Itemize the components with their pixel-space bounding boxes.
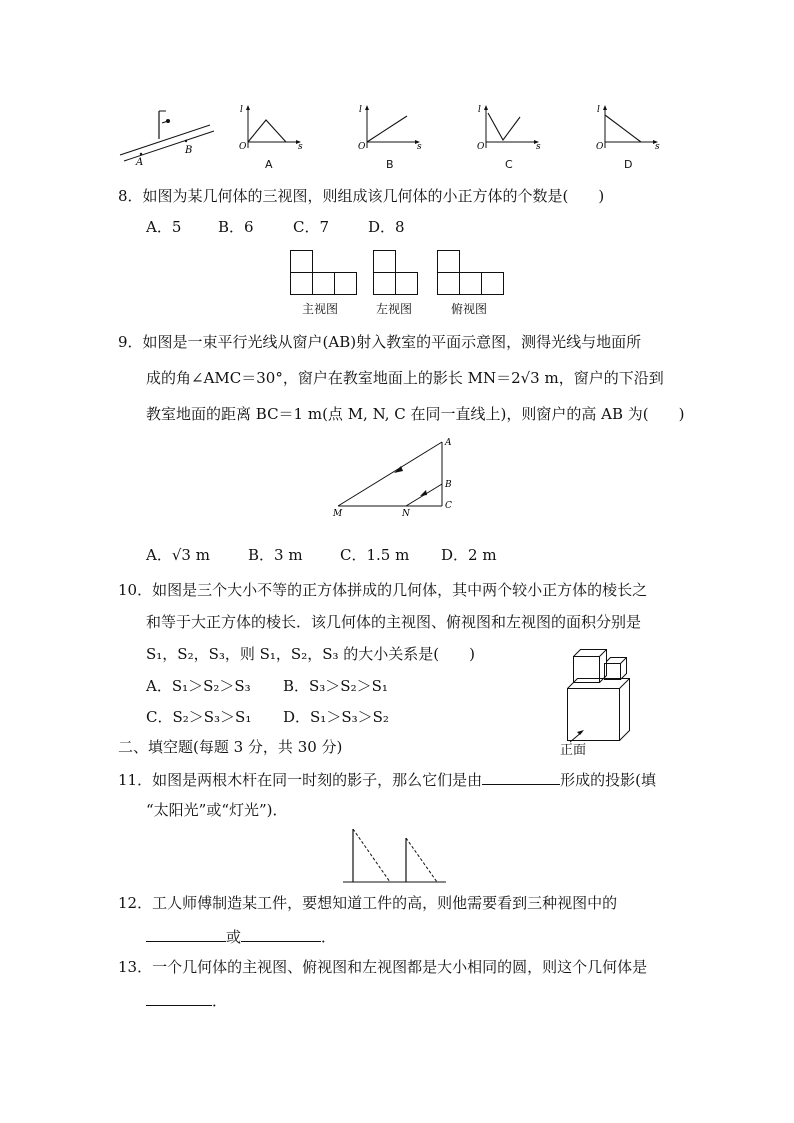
q9-option-a: A．√3 m xyxy=(146,546,210,564)
q12-line1: 12．工人师傅制造某工件，要想知道工件的高，则他需要看到三种视图中的 xyxy=(118,894,618,912)
q12-or: 或 xyxy=(226,928,242,946)
q10-stem-line1: 10．如图是三个大小不等的正方体拼成的几何体，其中两个较小正方体的棱长之 xyxy=(118,581,648,599)
q13-line1: 13．一个几何体的主视图、俯视图和左视图都是大小相同的圆，则这个几何体是 xyxy=(118,958,648,976)
q7-graph-d-o: O xyxy=(596,142,604,152)
q10-cube-figure xyxy=(560,644,640,740)
q8-option-d: D．8 xyxy=(368,218,405,236)
q9-stem-line2: 成的角∠AMC＝30°，窗户在教室地面上的影长 MN＝2√3 m，窗户的下沿到 xyxy=(146,369,664,387)
q8-stem: 8．如图为某几何体的三视图，则组成该几何体的小正方体的个数是( ) xyxy=(118,187,605,205)
q8-front-view xyxy=(290,250,360,298)
q7-graph-c-s: s xyxy=(536,142,541,152)
q10-front-label: 正面 xyxy=(560,743,587,758)
q7-scene-figure xyxy=(118,103,218,168)
q8-label-front: 主视图 xyxy=(302,302,339,316)
q9-fig-label-m: M xyxy=(333,509,343,519)
q7-graph-b-l: l xyxy=(359,105,362,115)
q7-graph-a-o: O xyxy=(239,142,247,152)
q7-label-B: B xyxy=(185,145,193,156)
q13-answer-blank[interactable] xyxy=(146,989,212,1006)
q11-line1-text-b: 形成的投影(填 xyxy=(560,771,656,789)
q9-fig-label-a: A xyxy=(445,438,452,448)
q13-end: ． xyxy=(212,992,228,1010)
q11-shadow-figure xyxy=(340,824,450,884)
q8-option-b: B．6 xyxy=(218,218,254,236)
q11-answer-blank[interactable] xyxy=(482,768,560,785)
q9-stem-line1: 9．如图是一束平行光线从窗户(AB)射入教室的平面示意图，测得光线与地面所 xyxy=(118,333,642,351)
q7-graph-c-l: l xyxy=(478,105,481,115)
q7-option-a: A xyxy=(265,158,273,171)
q10-option-b: B．S₃＞S₂＞S₁ xyxy=(283,677,388,695)
q7-graph-d xyxy=(593,103,663,153)
q12-answer-blank-2[interactable] xyxy=(241,925,321,942)
q7-graph-b-o: O xyxy=(358,142,366,152)
q11-line2: “太阳光”或“灯光”)． xyxy=(146,801,288,819)
q9-option-d: D．2 m xyxy=(441,546,497,564)
q11-line1-text-a: 11．如图是两根木杆在同一时刻的影子，那么它们是由 xyxy=(118,771,483,789)
q10-stem-line3: S₁，S₂，S₃，则 S₁，S₂，S₃ 的大小关系是( ) xyxy=(146,645,475,663)
q13-line2 xyxy=(146,989,227,1011)
q7-graph-c xyxy=(474,103,544,153)
q9-stem-line3: 教室地面的距离 BC＝1 m(点 M, N, C 在同一直线上)，则窗户的高 AB 为( ) xyxy=(146,405,685,423)
q7-option-d: D xyxy=(624,158,633,171)
q7-graph-d-s: s xyxy=(655,142,660,152)
q12-line2 xyxy=(146,925,336,947)
section2-title: 二、填空题(每题 3 分，共 30 分) xyxy=(118,738,343,756)
q10-stem-line2: 和等于大正方体的棱长．该几何体的主视图、俯视图和左视图的面积分别是 xyxy=(146,613,642,631)
q7-graph-a-l: l xyxy=(240,105,243,115)
q7-graph-b-s: s xyxy=(417,142,422,152)
q7-option-c: C xyxy=(505,158,513,171)
q7-label-A: A xyxy=(136,157,144,168)
q8-label-left: 左视图 xyxy=(376,302,413,316)
q7-graph-b xyxy=(355,103,425,153)
q10-option-a: A．S₁＞S₂＞S₃ xyxy=(146,677,251,695)
q9-option-b: B．3 m xyxy=(248,546,303,564)
q12-answer-blank-1[interactable] xyxy=(146,925,226,942)
q7-graph-c-o: O xyxy=(477,142,485,152)
q10-option-c: C．S₂＞S₃＞S₁ xyxy=(146,708,252,726)
q8-top-view xyxy=(437,250,507,298)
q9-option-c: C．1.5 m xyxy=(340,546,410,564)
q12-end: ． xyxy=(321,928,337,946)
q7-option-b: B xyxy=(386,158,394,171)
q8-option-c: C．7 xyxy=(293,218,330,236)
q7-graph-a xyxy=(236,103,306,153)
q11-line1 xyxy=(118,768,656,790)
q9-fig-label-b: B xyxy=(445,480,452,490)
q9-fig-label-n: N xyxy=(402,509,410,519)
q7-graph-a-s: s xyxy=(298,142,303,152)
q8-label-top: 俯视图 xyxy=(451,302,488,316)
q7-graph-d-l: l xyxy=(597,105,600,115)
q8-left-view xyxy=(373,250,423,298)
q8-option-a: A．5 xyxy=(146,218,182,236)
q10-option-d: D．S₁＞S₃＞S₂ xyxy=(283,708,389,726)
q9-window-figure xyxy=(330,436,460,520)
q9-fig-label-c: C xyxy=(445,501,452,511)
